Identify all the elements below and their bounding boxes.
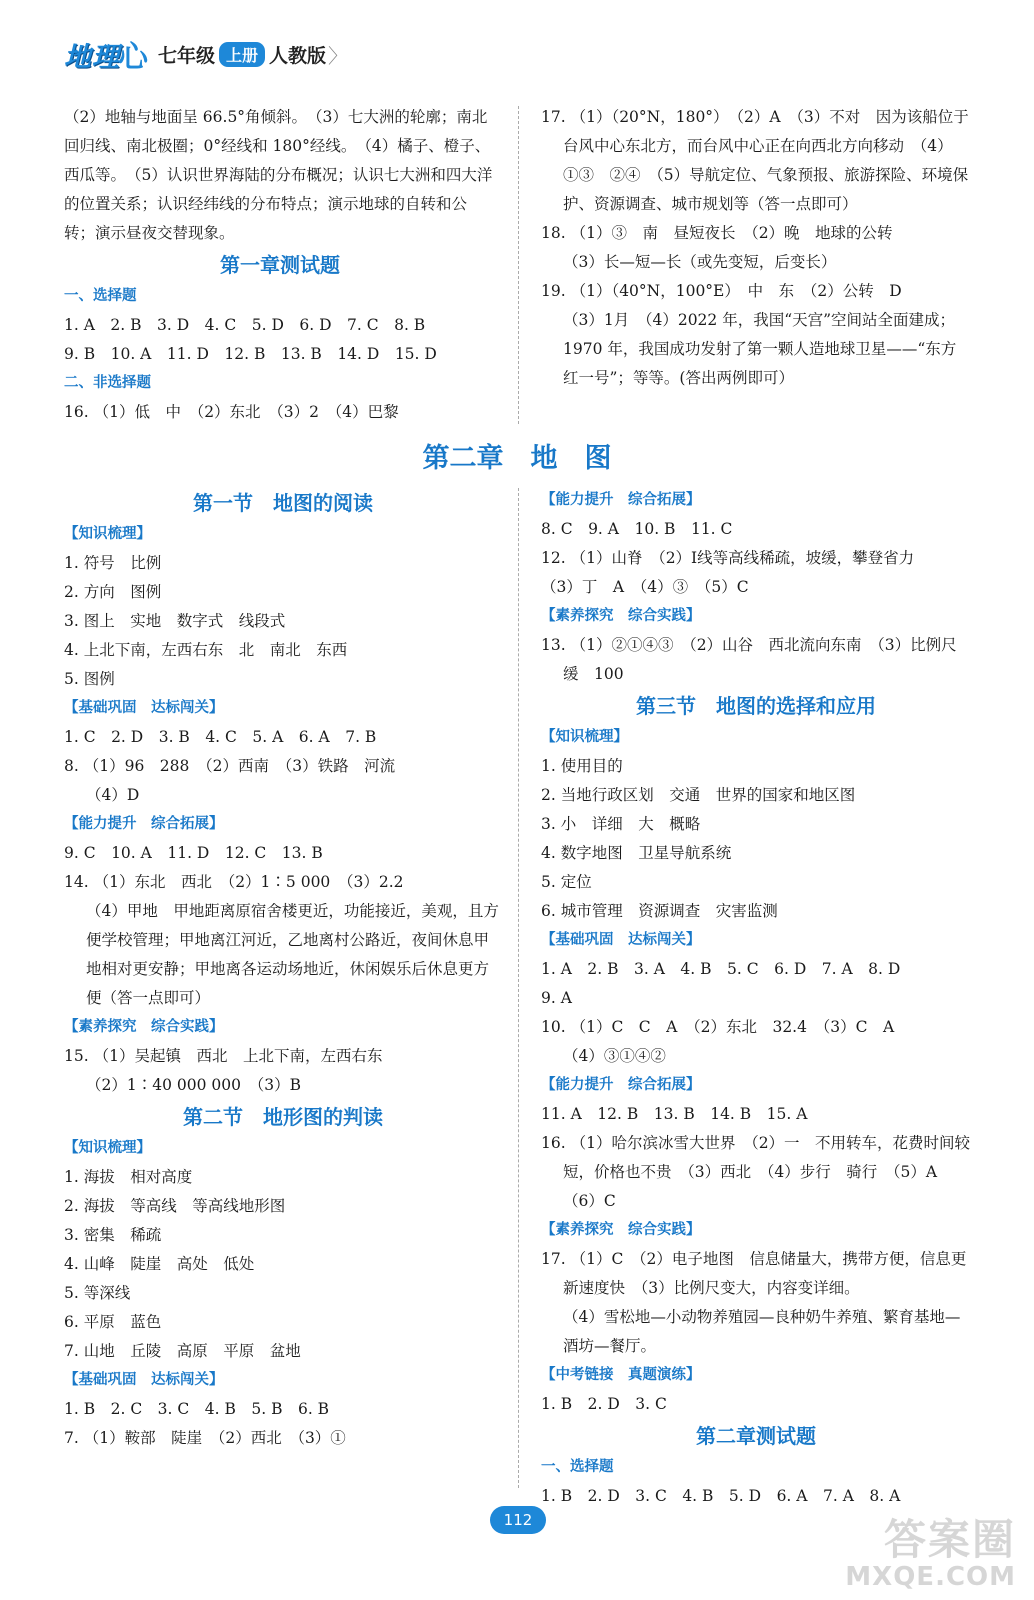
section-tag: 【基础巩固 达标闯关】 (64, 1372, 224, 1388)
answer-line: 9. B 10. A 11. D 12. B 13. B 14. D 15. D (64, 345, 437, 363)
answer-line: （4）③①④② (563, 1047, 666, 1065)
answer-line: 16. （1）低 中 （2）东北 （3）2 （4）巴黎 (64, 403, 399, 421)
answer-line: 1. B 2. D 3. C (541, 1395, 667, 1413)
section-tag: 【中考链接 真题演练】 (541, 1367, 701, 1383)
section-tag: 【能力提升 综合拓展】 (64, 816, 224, 832)
section-tag: 【素养探究 综合实践】 (64, 1019, 224, 1035)
answer-line: （4）D (86, 786, 140, 804)
answer-text: 13. （1）②①④③ （2）山谷 西北流向东南 （3）比例尺 缓 100 (541, 636, 973, 683)
answer-line: 1. B 2. C 3. C 4. B 5. B 6. B (64, 1400, 330, 1418)
section-tag: 【基础巩固 达标闯关】 (64, 700, 224, 716)
term-badge: 上册 (219, 42, 265, 67)
answer-text: 16. （1）哈尔滨冰雪大世界 （2）一 不用转车，花费时间较短，价格也不贵 （3）西北 （4）步行 骑行 （5）A （6）C (541, 1134, 971, 1210)
answer-line: 8. （1）96 288 （2）西南 （3）铁路 河流 (64, 757, 396, 775)
section-title: 第二章测试题 (696, 1424, 816, 1448)
answer-line: 6. 城市管理 资源调查 灾害监测 (541, 902, 778, 920)
watermark-logo: 答案圈 (883, 1515, 1016, 1564)
answer-line: 10. （1）C C A （2）东北 32.4 （3）C A (541, 1018, 895, 1036)
bottom-left-column (64, 486, 502, 1453)
answer-line: 4. 数字地图 卫星导航系统 (541, 844, 732, 862)
answer-line: 14. （1）东北 西北 （2）1∶5 000 （3）2.2 (64, 873, 404, 891)
answer-line: 5. 等深线 (64, 1284, 131, 1302)
chevron-right-icon: 〉 (328, 43, 349, 68)
section-tag: 【能力提升 综合拓展】 (541, 1077, 701, 1093)
answer-line: 9. C 10. A 11. D 12. C 13. B (64, 844, 323, 862)
section-tag: 【知识梳理】 (64, 526, 151, 542)
answer-line: 1. 使用目的 (541, 757, 623, 775)
answer-line: 1. 海拔 相对高度 (64, 1168, 193, 1186)
answer-line: 1. 符号 比例 (64, 554, 162, 572)
book-logo-mark: 心 (118, 40, 148, 75)
answer-line: 9. A (541, 989, 572, 1007)
answer-text: 17. （1）（20°N，180°） （2）A （3）不对 因为该船位于台风中心东北方，而台风中心正在向西北方向移动 （4）①③ ②④ （5）导航定位、气象预报、旅游探险、环境保护、资源调查、城市规划等（答一点即可） (541, 108, 969, 213)
book-logo: 地理 (64, 41, 120, 73)
section-tag: 【能力提升 综合拓展】 (541, 492, 701, 508)
section-title: 第一章测试题 (220, 253, 340, 277)
watermark (845, 1515, 1016, 1592)
grade-label: 七年级 (158, 44, 216, 67)
answer-line: 19. （1）（40°N，100°E） 中 东 （2）公转 D (541, 282, 902, 300)
answer-line: 7. 山地 丘陵 高原 平原 盆地 (64, 1342, 301, 1360)
answer-line: 15. （1）吴起镇 西北 上北下南，左西右东 (64, 1047, 383, 1065)
answer-line: 4. 山峰 陡崖 高处 低处 (64, 1255, 255, 1273)
top-right-column (541, 103, 971, 393)
answer-line: 4. 上北下南，左西右东 北 南北 东西 (64, 641, 348, 659)
answer-line: 18. （1）③ 南 昼短夜长 （2）晚 地球的公转 (541, 224, 893, 242)
part-label: 二、非选择题 (64, 375, 151, 391)
bottom-right-column (541, 486, 971, 1511)
chapter-title: 第二章 地 图 (422, 443, 612, 474)
answer-line: 1. C 2. D 3. B 4. C 5. A 6. A 7. B (64, 728, 377, 746)
answer-line: 3. 小 详细 大 概略 (541, 815, 701, 833)
answer-line: （2）1∶40 000 000 （3）B (86, 1076, 301, 1094)
answer-line: 11. A 12. B 13. B 14. B 15. A (541, 1105, 808, 1123)
answer-line: 8. C 9. A 10. B 11. C (541, 520, 733, 538)
section-tag: 【基础巩固 达标闯关】 (541, 932, 701, 948)
column-divider (518, 106, 519, 424)
section-title: 第一节 地图的阅读 (193, 491, 373, 515)
answer-line: 3. 图上 实地 数字式 线段式 (64, 612, 286, 630)
page-number: 112 (490, 1506, 546, 1534)
answer-text: （4）甲地 甲地距离原宿舍楼更近，功能接近，美观，且方便学校管理；甲地离江河近，乙地离村公路近，夜间休息甲地相对更安静；甲地离各运动场地近，休闲娱乐后休息更方便（答一点即可） (86, 902, 499, 1007)
section-tag: 【素养探究 综合实践】 (541, 608, 701, 624)
answer-line: 3. 密集 稀疏 (64, 1226, 162, 1244)
part-label: 一、选择题 (64, 288, 137, 304)
answer-line: （3）长—短—长（或先变短，后变长） (563, 253, 837, 271)
answer-line: 5. 图例 (64, 670, 115, 688)
watermark-url: MXQE.COM (845, 1562, 1016, 1592)
section-title: 第二节 地形图的判读 (183, 1105, 383, 1129)
answer-text: （3）1月 （4）2022 年，我国“天宫”空间站全面建成；1970 年，我国成功发射了第一颗人造地球卫星——“东方红一号”；等等。(答出两例即可） (563, 311, 957, 387)
answer-line: 7. （1）鞍部 陡崖 （2）西北 （3）① (64, 1429, 346, 1447)
answer-line: 6. 平原 蓝色 (64, 1313, 162, 1331)
answer-line: 1. A 2. B 3. D 4. C 5. D 6. D 7. C 8. B (64, 316, 426, 334)
section-tag: 【素养探究 综合实践】 (541, 1222, 701, 1238)
book-header (64, 36, 349, 75)
section-tag: 【知识梳理】 (541, 729, 628, 745)
answer-line: 1. B 2. D 3. C 4. B 5. D 6. A 7. A 8. A (541, 1487, 901, 1505)
answer-line: 2. 当地行政区划 交通 世界的国家和地区图 (541, 786, 856, 804)
column-divider (518, 488, 519, 1488)
edition-label: 人教版 (269, 44, 327, 67)
answer-line: 2. 海拔 等高线 等高线地形图 (64, 1197, 286, 1215)
top-left-column (64, 103, 496, 427)
answer-line: 5. 定位 (541, 873, 592, 891)
answer-line: 12. （1）山脊 （2）Ⅰ线等高线稀疏，坡缓，攀登省力 (541, 549, 915, 567)
answer-line: 1. A 2. B 3. A 4. B 5. C 6. D 7. A 8. D (541, 960, 901, 978)
section-tag: 【知识梳理】 (64, 1140, 151, 1156)
section-title: 第三节 地图的选择和应用 (636, 694, 876, 718)
answer-line: 2. 方向 图例 (64, 583, 162, 601)
answer-text: （2）地轴与地面呈 66.5°角倾斜。 （3）七大洲的轮廓；南北回归线、南北极圈；0°经线和 180°经线。 （4）橘子、橙子、西瓜等。 （5）认识世界海陆的分布概况；认识七大洲和四大洋的位置关系；认识经纬线的分布特点；演示地球的自转和公转；演示昼夜交替现象。 (64, 108, 493, 242)
part-label: 一、选择题 (541, 1459, 614, 1475)
answer-text: 17. （1）C （2）电子地图 信息储量大，携带方便，信息更新速度快 （3）比例尺变大，内容变详细。 (541, 1250, 967, 1297)
answer-text: （4）雪松地—小动物养殖园—良种奶牛养殖、繁育基地—酒坊—餐厅。 (563, 1308, 961, 1355)
answer-line: （3）丁 A （4）③ （5）C (541, 578, 749, 596)
